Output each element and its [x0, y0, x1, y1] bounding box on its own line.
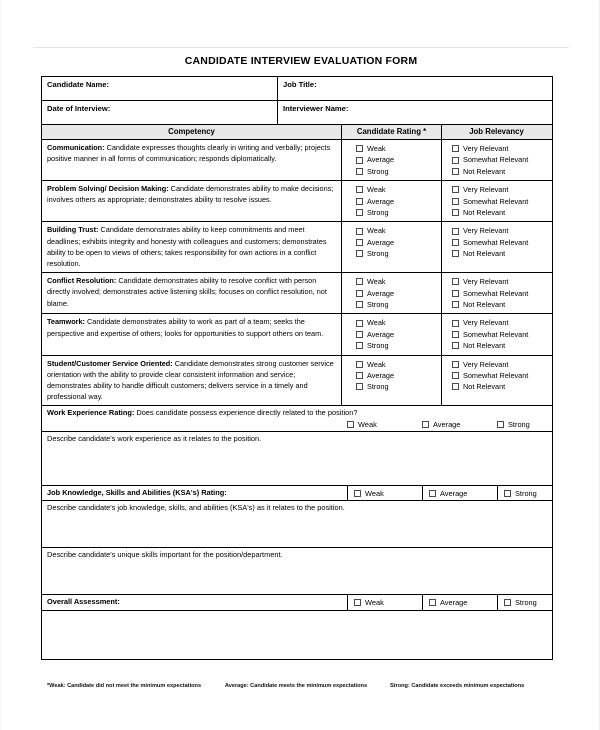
checkbox-icon[interactable]: [452, 383, 459, 390]
checkbox-icon[interactable]: [356, 239, 363, 246]
candidate-rating-option[interactable]: [356, 276, 441, 287]
ksa-option-strong[interactable]: [497, 486, 551, 501]
candidate-rating-option-label: Weak: [367, 226, 386, 236]
job-relevancy-options: [442, 314, 551, 354]
candidate-rating-option-label: Strong: [367, 166, 389, 176]
candidate-rating-options: [342, 140, 442, 180]
candidate-rating-option-label: Weak: [367, 359, 386, 369]
ksa-label: Job Knowledge, Skills and Abilities (KSA's) Rating:: [47, 487, 227, 497]
candidate-rating-option-label: Strong: [367, 207, 389, 217]
job-relevancy-option-label: Very Relevant: [463, 185, 509, 195]
checkbox-icon[interactable]: [356, 198, 363, 205]
footnote-average: Average: Candidate meets the minimum expectations: [224, 683, 368, 689]
work-experience-question: [42, 408, 552, 420]
job-relevancy-option-label: Somewhat Relevant: [463, 196, 529, 206]
job-title-field[interactable]: Job Title:: [283, 80, 317, 89]
overall-option-strong[interactable]: [497, 595, 551, 610]
checkbox-icon[interactable]: [356, 331, 363, 338]
job-relevancy-option-label: Not Relevant: [463, 299, 506, 309]
checkbox-icon[interactable]: [356, 361, 363, 368]
checkbox-icon[interactable]: [452, 168, 459, 175]
header-divider: [33, 47, 569, 48]
checkbox-icon[interactable]: [452, 198, 459, 205]
candidate-rating-option[interactable]: [356, 288, 441, 299]
overall-assessment-label: Overall Assessment:: [47, 597, 120, 607]
checkbox-icon[interactable]: [354, 599, 361, 606]
overall-option-average-label: Average: [440, 598, 468, 608]
job-relevancy-option[interactable]: [452, 154, 551, 165]
checkbox-icon[interactable]: [452, 250, 459, 257]
candidate-rating-option-label: Weak: [367, 318, 386, 328]
job-relevancy-options: [442, 222, 551, 272]
competency-description-text: Candidate demonstrates ability to resolve conflict with person directly involved; demonstrates active listening skills; focuses on conflict resolution, not blame.: [47, 276, 327, 308]
work-experience-describe-prompt: Describe candidate's work experience as it relates to the position.: [47, 433, 262, 443]
footnote-strong: Strong: Candidate exceeds minimum expectations: [389, 683, 525, 689]
job-relevancy-options: [442, 356, 551, 406]
checkbox-icon[interactable]: [354, 490, 361, 497]
job-relevancy-option-label: Somewhat Relevant: [463, 288, 529, 298]
competency-name: Problem Solving/ Decision Making:: [47, 184, 169, 194]
work-experience-option-label: Weak: [358, 419, 377, 429]
identity-row-2: [42, 101, 552, 125]
job-relevancy-option[interactable]: [452, 143, 551, 154]
work-experience-question-text: Does candidate possess experience directly related to the position?: [134, 408, 358, 418]
checkbox-icon[interactable]: [356, 278, 363, 285]
footnote-weak: *Weak: Candidate did not meet the minimum expectations: [47, 683, 202, 689]
checkbox-icon[interactable]: [452, 145, 459, 152]
work-experience-option[interactable]: [347, 420, 422, 429]
overall-assessment-row: [42, 595, 552, 611]
checkbox-icon[interactable]: [504, 490, 511, 497]
candidate-rating-options: [342, 356, 442, 406]
candidate-rating-option-label: Average: [367, 237, 395, 247]
candidate-rating-option[interactable]: [356, 184, 441, 195]
competency-description-text: Candidate demonstrates ability to work as part of a team; seeks the perspective and expertise of others; looks for opportunities to support others on team.: [47, 317, 324, 338]
checkbox-icon[interactable]: [356, 228, 363, 235]
candidate-rating-option-label: Weak: [367, 277, 386, 287]
candidate-rating-option[interactable]: [356, 359, 441, 370]
candidate-rating-option[interactable]: [356, 299, 441, 310]
competency-name: Communication:: [47, 143, 105, 152]
column-header-candidate-rating: Candidate Rating *: [342, 125, 442, 139]
candidate-rating-options: [342, 314, 442, 354]
ksa-option-average-label: Average: [440, 488, 468, 498]
job-relevancy-option[interactable]: [452, 299, 551, 310]
job-relevancy-option-label: Not Relevant: [463, 207, 506, 217]
candidate-rating-option[interactable]: [356, 248, 441, 259]
checkbox-icon[interactable]: [452, 228, 459, 235]
candidate-rating-option[interactable]: [356, 237, 441, 248]
competency-table-header: [42, 125, 552, 140]
work-experience-options: [42, 420, 552, 429]
interviewer-name-field[interactable]: Interviewer Name:: [283, 104, 349, 113]
candidate-rating-option[interactable]: [356, 166, 441, 177]
job-relevancy-option[interactable]: [452, 248, 551, 259]
job-relevancy-option[interactable]: [452, 381, 551, 392]
job-relevancy-option-label: Very Relevant: [463, 144, 509, 153]
job-relevancy-options: [442, 181, 551, 221]
checkbox-icon[interactable]: [347, 421, 354, 428]
ksa-option-average[interactable]: [422, 486, 497, 501]
candidate-name-field[interactable]: Candidate Name:: [42, 77, 278, 100]
checkbox-icon[interactable]: [452, 361, 459, 368]
identity-row-1: [42, 77, 552, 101]
candidate-rating-options: [342, 222, 442, 272]
competency-row: [42, 314, 552, 355]
candidate-rating-option[interactable]: [356, 340, 441, 351]
page-title: CANDIDATE INTERVIEW EVALUATION FORM: [184, 55, 418, 67]
job-relevancy-option[interactable]: [452, 288, 551, 299]
checkbox-icon[interactable]: [452, 342, 459, 349]
checkbox-icon[interactable]: [452, 372, 459, 379]
candidate-rating-option-label: Strong: [367, 382, 389, 392]
work-experience-option-label: Strong: [508, 419, 530, 429]
job-relevancy-option-label: Very Relevant: [463, 277, 509, 287]
overall-assessment-notes-block[interactable]: [42, 611, 552, 659]
job-relevancy-option[interactable]: [452, 370, 551, 381]
ksa-rating-row: [42, 486, 552, 502]
competency-description-text: Candidate demonstrates strong customer service orientation with the ability to provide clear consistent information and service; demonstrates ability to handle difficult customers; delivers service in a timely and professional way.: [47, 358, 334, 402]
footnote: [41, 683, 555, 689]
checkbox-icon[interactable]: [452, 278, 459, 285]
candidate-rating-option-label: Average: [367, 370, 395, 380]
checkbox-icon[interactable]: [356, 372, 363, 379]
competency-row: [42, 356, 552, 407]
checkbox-icon[interactable]: [452, 239, 459, 246]
checkbox-icon[interactable]: [452, 157, 459, 164]
candidate-rating-option-label: Weak: [367, 185, 386, 195]
candidate-rating-option-label: Average: [367, 329, 395, 339]
work-experience-describe-block[interactable]: [42, 432, 552, 486]
job-relevancy-option-label: Somewhat Relevant: [463, 237, 529, 247]
candidate-rating-option[interactable]: [356, 143, 441, 154]
work-experience-rating-row: [42, 406, 552, 432]
column-header-competency: Competency: [42, 125, 342, 139]
candidate-rating-option[interactable]: [356, 317, 441, 328]
checkbox-icon[interactable]: [356, 145, 363, 152]
candidate-rating-option[interactable]: [356, 154, 441, 165]
competency-name: Teamwork:: [47, 317, 85, 327]
competency-description: [42, 273, 342, 313]
checkbox-icon[interactable]: [356, 383, 363, 390]
work-experience-label: Work Experience Rating:: [47, 408, 135, 418]
checkbox-icon[interactable]: [452, 331, 459, 338]
ksa-describe-block[interactable]: [42, 501, 552, 548]
job-relevancy-option-label: Very Relevant: [463, 226, 509, 236]
competency-rows: [42, 140, 552, 406]
competency-name: Building Trust:: [47, 225, 99, 235]
job-relevancy-options: [442, 273, 551, 313]
checkbox-icon[interactable]: [356, 186, 363, 193]
candidate-rating-option-label: Strong: [367, 299, 389, 309]
job-relevancy-option[interactable]: [452, 196, 551, 207]
competency-description: [42, 356, 342, 406]
overall-option-weak-label: Weak: [365, 598, 384, 608]
checkbox-icon[interactable]: [452, 290, 459, 297]
job-relevancy-option[interactable]: [452, 276, 551, 287]
job-relevancy-option-label: Very Relevant: [463, 359, 509, 369]
job-relevancy-option-label: Not Relevant: [463, 166, 506, 176]
checkbox-icon[interactable]: [356, 342, 363, 349]
candidate-rating-option-label: Average: [367, 288, 395, 298]
competency-row: [42, 181, 552, 222]
checkbox-icon[interactable]: [356, 250, 363, 257]
candidate-rating-option-label: Weak: [367, 144, 386, 153]
candidate-rating-option[interactable]: [356, 370, 441, 381]
competency-description-text: Candidate expresses thoughts clearly in writing and verbally; projects positive manner in all forms of communication; responds diplomatically.: [47, 143, 331, 164]
candidate-rating-options: [342, 273, 442, 313]
checkbox-icon[interactable]: [356, 290, 363, 297]
job-relevancy-option[interactable]: [452, 237, 551, 248]
candidate-rating-option[interactable]: [356, 207, 441, 218]
checkbox-icon[interactable]: [452, 320, 459, 327]
competency-name: Student/Customer Service Oriented:: [47, 358, 173, 368]
competency-description: [42, 181, 342, 221]
candidate-rating-option-label: Strong: [367, 249, 389, 259]
ksa-option-weak-label: Weak: [365, 488, 384, 498]
work-experience-option-label: Average: [433, 419, 461, 429]
date-of-interview-field[interactable]: Date of Interview:: [42, 101, 278, 124]
checkbox-icon[interactable]: [452, 209, 459, 216]
overall-option-strong-label: Strong: [515, 598, 537, 608]
candidate-rating-option[interactable]: [356, 196, 441, 207]
competency-description: [42, 222, 342, 272]
competency-description-text: Candidate demonstrates ability to keep commitments and meet deadlines; exhibits integrity and honesty with colleagues and customers; demonstrates ability to be open to views of others; takes responsibility for own actions in a conflict resolution.: [47, 225, 327, 268]
checkbox-icon[interactable]: [356, 157, 363, 164]
candidate-rating-options: [342, 181, 442, 221]
candidate-rating-option[interactable]: [356, 329, 441, 340]
checkbox-icon[interactable]: [429, 490, 436, 497]
candidate-rating-option-label: Strong: [367, 341, 389, 351]
candidate-rating-option-label: Average: [367, 155, 395, 165]
competency-row: [42, 273, 552, 314]
job-relevancy-options: [442, 140, 551, 180]
overall-option-weak[interactable]: [347, 595, 422, 610]
competency-name: Conflict Resolution:: [47, 276, 117, 286]
evaluation-form: [41, 76, 553, 660]
ksa-describe-prompt: Describe candidate's job knowledge, skills, and abilities (KSA's) as it relates to the position.: [47, 503, 345, 513]
candidate-rating-option-label: Average: [367, 196, 395, 206]
candidate-rating-option[interactable]: [356, 225, 441, 236]
job-relevancy-option[interactable]: [452, 166, 551, 177]
job-relevancy-option[interactable]: [452, 184, 551, 195]
checkbox-icon[interactable]: [497, 421, 504, 428]
checkbox-icon[interactable]: [356, 209, 363, 216]
candidate-rating-option[interactable]: [356, 381, 441, 392]
job-relevancy-option-label: Somewhat Relevant: [463, 370, 529, 380]
checkbox-icon[interactable]: [429, 599, 436, 606]
column-header-job-relevancy: Job Relevancy: [469, 127, 524, 136]
work-experience-option[interactable]: [497, 420, 572, 429]
competency-description-text: Candidate demonstrates ability to make decisions; involves others as appropriate; demonstrates ability to resolve issues.: [47, 184, 334, 205]
competency-row: [42, 140, 552, 181]
job-relevancy-option[interactable]: [452, 317, 551, 328]
job-relevancy-option-label: Not Relevant: [463, 341, 506, 351]
checkbox-icon[interactable]: [356, 301, 363, 308]
unique-skills-describe-prompt: Describe candidate's unique skills important for the position/department.: [47, 550, 283, 560]
checkbox-icon[interactable]: [504, 599, 511, 606]
job-relevancy-option-label: Not Relevant: [463, 249, 506, 259]
job-relevancy-option-label: Very Relevant: [463, 318, 509, 328]
checkbox-icon[interactable]: [356, 320, 363, 327]
competency-row: [42, 222, 552, 273]
competency-description: [42, 140, 342, 180]
job-relevancy-option-label: Somewhat Relevant: [463, 155, 529, 165]
overall-option-average[interactable]: [422, 595, 497, 610]
ksa-option-weak[interactable]: [347, 486, 422, 501]
job-relevancy-option[interactable]: [452, 340, 551, 351]
job-relevancy-option[interactable]: [452, 329, 551, 340]
unique-skills-describe-block[interactable]: [42, 548, 552, 595]
job-relevancy-option-label: Somewhat Relevant: [463, 329, 529, 339]
checkbox-icon[interactable]: [422, 421, 429, 428]
checkbox-icon[interactable]: [452, 301, 459, 308]
job-relevancy-option-label: Not Relevant: [463, 382, 506, 392]
job-relevancy-option[interactable]: [452, 207, 551, 218]
ksa-option-strong-label: Strong: [515, 488, 537, 498]
checkbox-icon[interactable]: [356, 168, 363, 175]
competency-description: [42, 314, 342, 354]
checkbox-icon[interactable]: [452, 186, 459, 193]
work-experience-option[interactable]: [422, 420, 497, 429]
job-relevancy-option[interactable]: [452, 359, 551, 370]
job-relevancy-option[interactable]: [452, 225, 551, 236]
